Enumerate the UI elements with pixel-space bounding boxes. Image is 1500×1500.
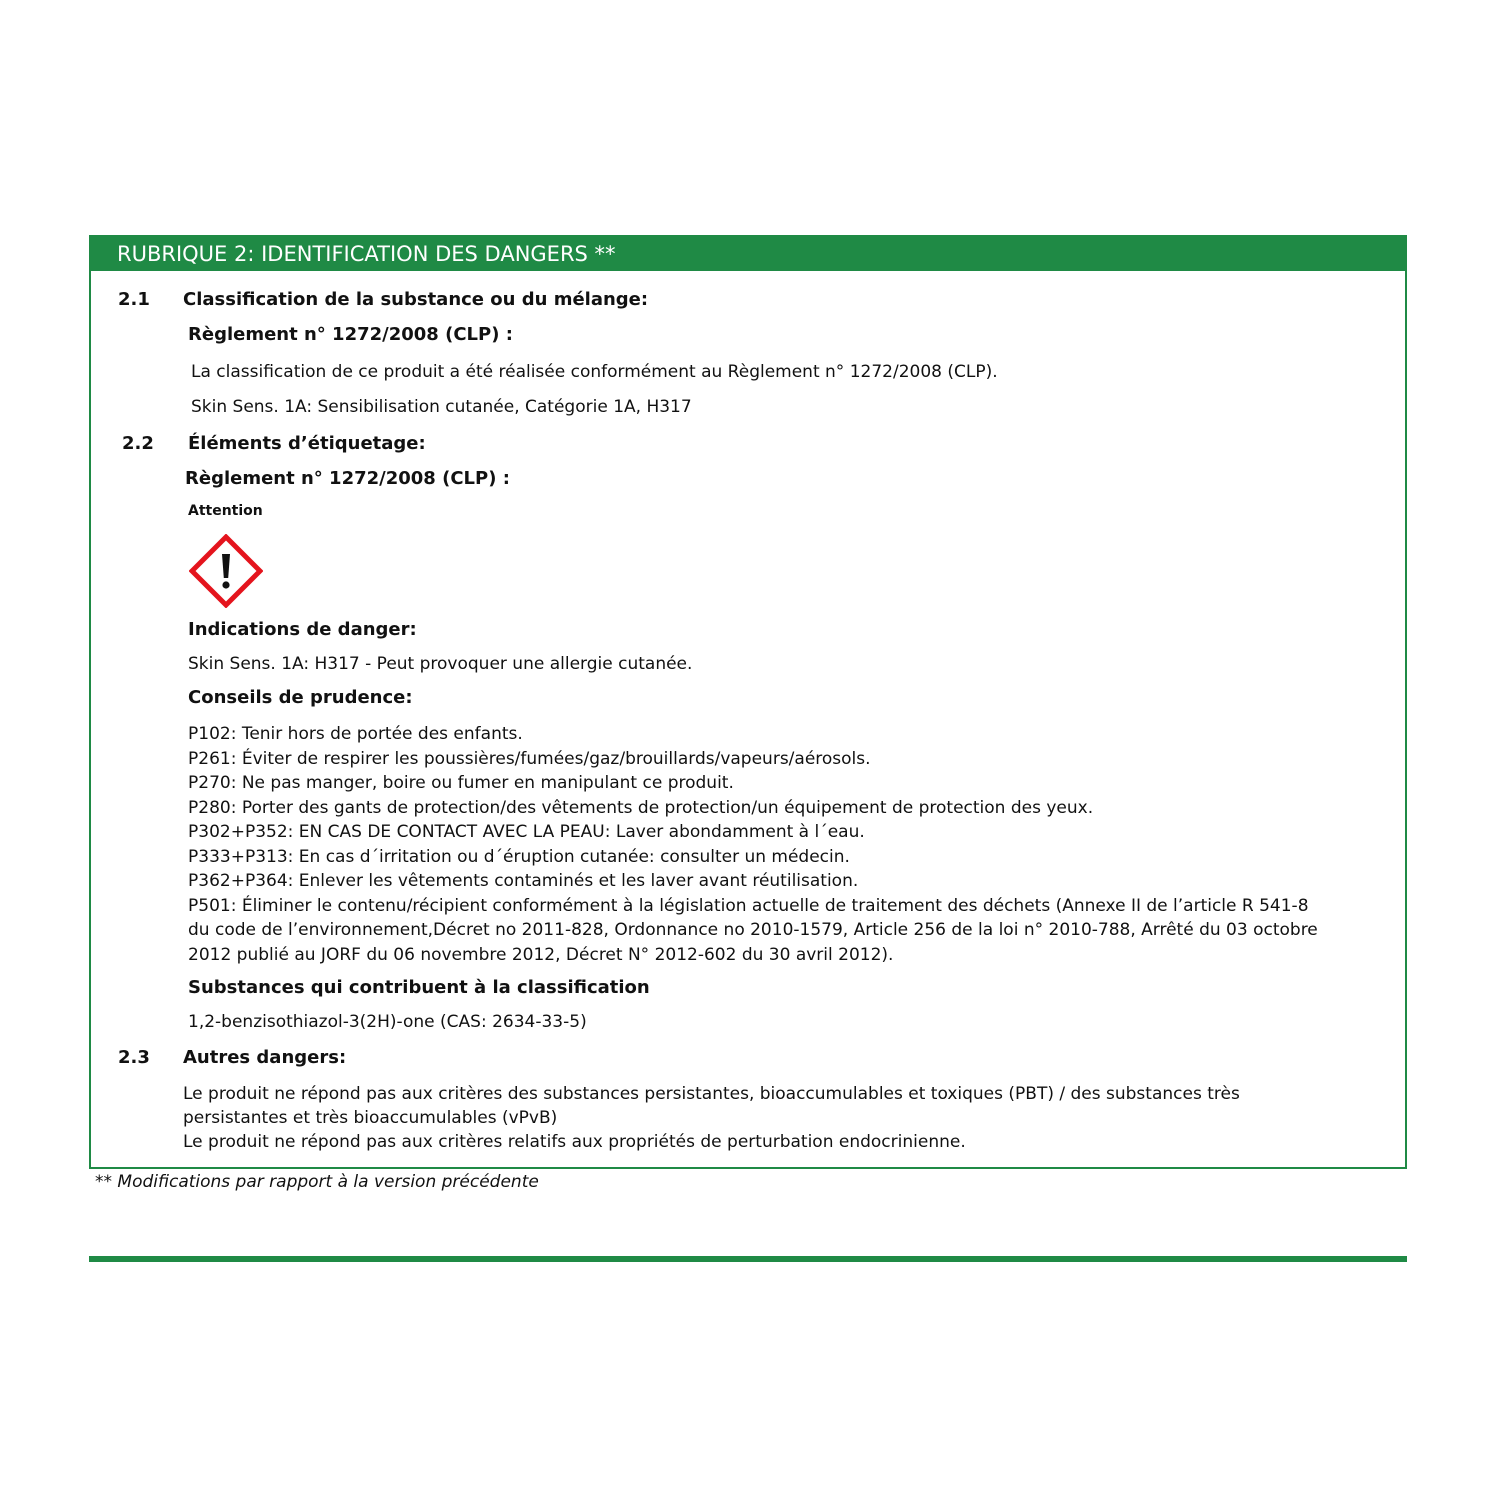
hazard-statement: Skin Sens. 1A: H317 - Peut provoquer une allergie cutanée. <box>188 654 693 674</box>
section-2-2-regulation: Règlement n° 1272/2008 (CLP) : <box>185 468 510 489</box>
precautionary-statement-continued: du code de l’environnement,Décret no 2011-828, Ordonnance no 2010-1579, Article 256 de la loi n° 2010-788, Arrêté du 03 octobre <box>188 920 1318 940</box>
ghs07-exclamation-mark-icon <box>189 534 263 608</box>
precautionary-statement-continued: 2012 publié au JORF du 06 novembre 2012, Décret N° 2012-602 du 30 avril 2012). <box>188 944 894 965</box>
hazard-statements-heading: Indications de danger: <box>188 619 417 640</box>
precautionary-statement: P362+P364: Enlever les vêtements contaminés et les laver avant réutilisation. <box>188 871 859 891</box>
precautionary-statement: P270: Ne pas manger, boire ou fumer en manipulant ce produit. <box>188 773 734 793</box>
precautionary-statement: P302+P352: EN CAS DE CONTACT AVEC LA PEAU: Laver abondamment à l´eau. <box>188 822 865 842</box>
section-2-1-number: 2.1 <box>118 289 150 310</box>
other-dangers-line: Le produit ne répond pas aux critères des substances persistantes, bioaccumulables et toxiques (PBT) / des substances très <box>183 1084 1240 1104</box>
precautionary-statement: P102: Tenir hors de portée des enfants. <box>188 724 523 744</box>
precautionary-statement: P333+P313: En cas d´irritation ou d´éruption cutanée: consulter un médecin. <box>188 846 850 867</box>
classification-text: La classification de ce produit a été réalisée conformément au Règlement n° 1272/2008 (CLP). <box>191 362 998 382</box>
section-2-3-number: 2.3 <box>118 1047 150 1068</box>
skin-sens-classification: Skin Sens. 1A: Sensibilisation cutanée, Catégorie 1A, H317 <box>191 397 692 417</box>
signal-word: Attention <box>188 503 263 519</box>
hazards-section <box>89 235 1407 1169</box>
precautionary-statement: P280: Porter des gants de protection/des vêtements de protection/un équipement de protection des yeux. <box>188 797 1094 818</box>
footer-divider <box>89 1256 1407 1262</box>
precautionary-statements-list <box>188 722 1318 967</box>
contributing-substances-heading: Substances qui contribuent à la classification <box>188 977 650 998</box>
precautionary-statement: P501: Éliminer le contenu/récipient conformément à la législation actuelle de traitement des déchets (Annexe II de l’article R 541-8 <box>188 895 1309 916</box>
section-2-1-regulation: Règlement n° 1272/2008 (CLP) : <box>188 324 513 345</box>
other-dangers-line: Le produit ne répond pas aux critères relatifs aux propriétés de perturbation endocrinienne. <box>183 1132 966 1152</box>
contributing-substance: 1,2-benzisothiazol-3(2H)-one (CAS: 2634-33-5) <box>188 1012 587 1032</box>
precautionary-statement: P261: Éviter de respirer les poussières/fumées/gaz/brouillards/vapeurs/aérosols. <box>188 748 871 769</box>
section-2-2-number: 2.2 <box>122 433 154 454</box>
section-2-1-heading: Classification de la substance ou du mélange: <box>183 289 649 310</box>
other-dangers-text <box>183 1082 1240 1154</box>
section-2-2-heading: Éléments d’étiquetage: <box>188 433 426 454</box>
section-title: RUBRIQUE 2: IDENTIFICATION DES DANGERS ** <box>91 237 1405 271</box>
section-2-3-heading: Autres dangers: <box>183 1047 347 1068</box>
precautionary-heading: Conseils de prudence: <box>188 687 413 708</box>
modifications-footnote: ** Modifications par rapport à la version précédente <box>95 1172 539 1192</box>
other-dangers-line: persistantes et très bioaccumulables (vPvB) <box>183 1108 558 1128</box>
